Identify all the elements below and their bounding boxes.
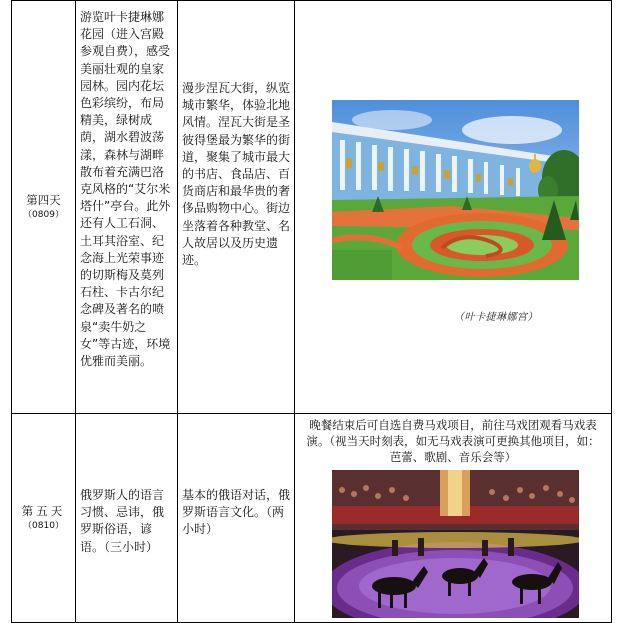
col-divider-3 [294,0,295,623]
col-divider-1 [75,0,76,623]
day-cell [12,1,75,413]
activity-text: 俄罗斯人的语言习惯、忌讳，俄罗斯俗语，谚语。（三小时） [80,488,165,554]
circus-photo [332,470,579,618]
col-divider-2 [177,0,178,623]
activity-text: 游览叶卡捷琳娜花园（进入宫殿参观自费），感受美丽壮观的皇家园林。园内花坛色彩缤纷，布局精美，绿树成荫，湖水碧波荡漾，森林与湖畔散布着充满巴洛克风格的“艾尔米塔什”亭台。此外还有人工石洞、土耳其浴室、纪念海上光荣事迹的切斯梅及莫列石柱、卡古尔纪念碑及著名的喷泉“卖牛奶之女”等古迹，环境优雅而美丽。 [80,10,171,369]
day-date: （0810） [23,521,64,531]
photo-caption: （叶卡捷琳娜宫） [454,312,538,323]
activity-text-secondary: 漫步涅瓦大街，纵览城市繁华，体验北地风情。涅瓦大街是圣彼得堡最为繁华的街道，聚集了城市最大的书店、食品店、百货商店和最华贵的奢侈品购物中心。街边坐落着各种教堂、名人故居以及历史遗迹。 [182,81,291,268]
itinerary-table [11,0,612,623]
table-border-top [11,0,612,1]
day-label: 第五天 [21,504,66,518]
activity-text-secondary: 基本的俄语对话，俄罗斯语言文化。（两小时） [182,488,291,537]
day-cell [12,414,75,622]
palace-photo [332,100,579,280]
row-divider [11,413,612,414]
evening-note: 晚餐结束后可自选自费马戏项目，前往马戏团观看马戏表演。（视当天时刻表，如无马戏表演可更换其他项目，如：芭蕾、歌剧、音乐会等） [306,418,600,464]
table-border-right [611,0,612,623]
day-date: （0809） [23,210,64,220]
day-label: 第四天 [26,193,61,207]
